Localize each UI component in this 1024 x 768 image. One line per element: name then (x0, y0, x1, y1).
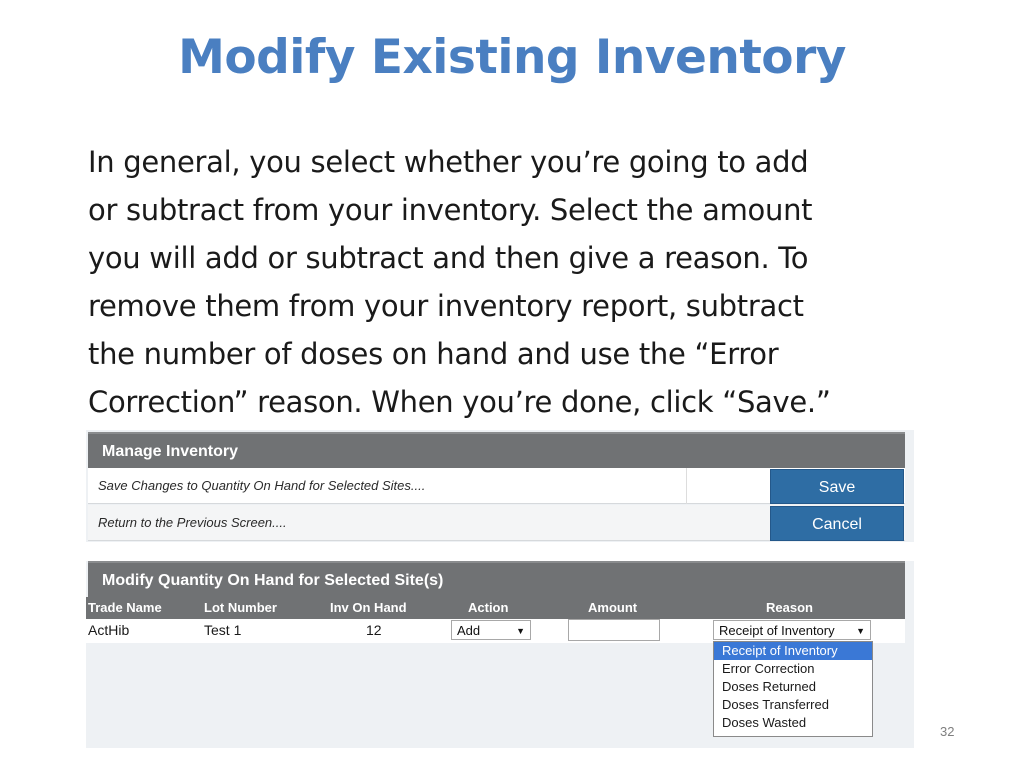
reason-option[interactable]: Doses Transferred (722, 697, 829, 712)
body-line: In general, you select whether you’re going to add (88, 145, 809, 179)
col-amount: Amount (588, 600, 638, 615)
slide-title: Modify Existing Inventory (178, 30, 846, 85)
body-text (88, 138, 948, 426)
body-line: you will add or subtract and then give a reason. To (88, 241, 809, 275)
col-action: Action (468, 600, 509, 615)
table-row (86, 619, 905, 643)
body-line: Correction” reason. When you’re done, click “Save.” (88, 385, 831, 419)
reason-option[interactable]: Receipt of Inventory (714, 642, 872, 660)
body-line: remove them from your inventory report, subtract (88, 289, 804, 323)
cancel-row (88, 505, 905, 541)
manage-inventory-header: Manage Inventory (88, 432, 905, 468)
reason-select[interactable] (713, 620, 871, 640)
chevron-down-icon: ▼ (856, 626, 865, 636)
return-message: Return to the Previous Screen.... (98, 515, 287, 530)
body-line: or subtract from your inventory. Select the amount (88, 193, 813, 227)
page-number: 32 (940, 724, 955, 739)
save-button[interactable]: Save (770, 469, 904, 504)
reason-option[interactable]: Error Correction (722, 661, 815, 676)
col-reason: Reason (766, 600, 813, 615)
inventory-screenshot (86, 430, 914, 748)
action-select[interactable] (451, 620, 531, 640)
section-gap (86, 542, 914, 561)
reason-select-value: Receipt of Inventory (719, 623, 835, 638)
col-inv-on-hand: Inv On Hand (330, 600, 407, 615)
reason-option[interactable]: Doses Wasted (722, 715, 807, 730)
action-select-value: Add (457, 623, 481, 638)
row-divider (686, 468, 687, 504)
cancel-button[interactable]: Cancel (770, 506, 904, 541)
col-trade-name: Trade Name (88, 600, 162, 615)
amount-input[interactable] (568, 619, 660, 641)
body-line: the number of doses on hand and use the “Error (88, 337, 779, 371)
col-lot-number: Lot Number (204, 600, 277, 615)
chevron-down-icon: ▼ (516, 626, 525, 636)
table-header (86, 597, 905, 619)
save-message: Save Changes to Quantity On Hand for Selected Sites.... (98, 478, 426, 493)
reason-option[interactable]: Doses Returned (722, 679, 816, 694)
cell-lot-number: Test 1 (204, 622, 242, 638)
cell-trade-name: ActHib (88, 622, 130, 638)
cell-inv-on-hand: 12 (366, 622, 382, 638)
modify-quantity-header: Modify Quantity On Hand for Selected Site(s) (88, 561, 905, 597)
save-row (88, 468, 905, 504)
reason-dropdown-list (713, 641, 873, 737)
